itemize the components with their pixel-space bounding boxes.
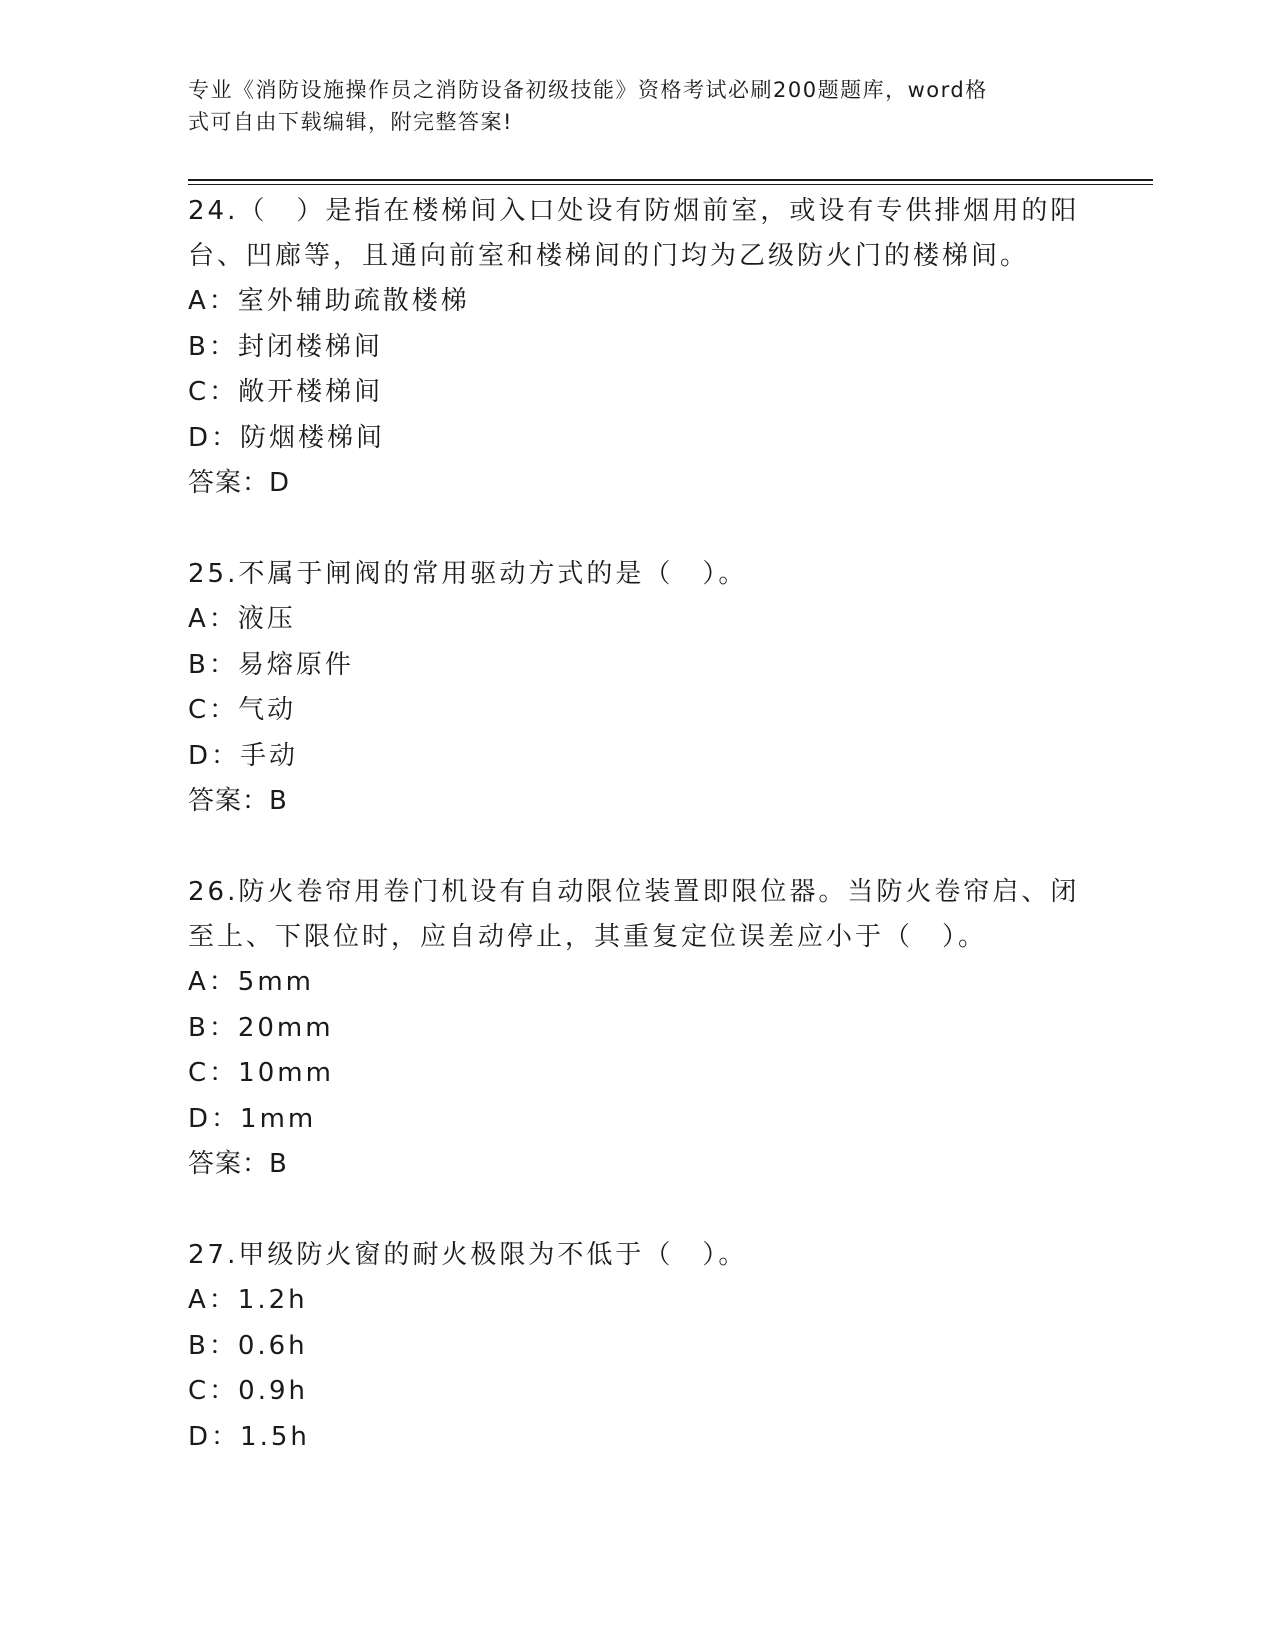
option-a: A：1.2h (188, 1285, 308, 1315)
option-b: B：易熔原件 (188, 649, 354, 680)
question-text-line-1: 27.甲级防火窗的耐火极限为不低于（ ）。 (188, 1240, 748, 1270)
answer: 答案：B (188, 1149, 288, 1179)
option-c: C：0.9h (188, 1376, 308, 1406)
option-a: A：5mm (188, 967, 314, 997)
header-divider-thin (188, 184, 1153, 185)
question-text-line-2: 至上、下限位时，应自动停止，其重复定位误差应小于（ ）。 (188, 922, 988, 952)
answer: 答案：B (188, 786, 288, 816)
option-b: B：20mm (188, 1012, 334, 1043)
question-27 (188, 1233, 1088, 1460)
question-list (188, 189, 1088, 1506)
option-d: D：1.5h (188, 1421, 310, 1452)
question-24 (188, 189, 1088, 506)
header-divider-thick (188, 179, 1153, 181)
question-text-line-1: 24.（ ）是指在楼梯间入口处设有防烟前室，或设有专供排烟用的阳 (188, 196, 1080, 226)
question-26 (188, 870, 1088, 1187)
header-line-2: 式可自由下载编辑，附完整答案! (188, 110, 513, 134)
option-d: D：手动 (188, 740, 299, 771)
option-c: C：敞开楼梯间 (188, 377, 384, 407)
option-d: D：1mm (188, 1103, 317, 1134)
option-b: B：封闭楼梯间 (188, 331, 383, 362)
question-25 (188, 552, 1088, 824)
question-text-line-1: 25.不属于闸阀的常用驱动方式的是（ ）。 (188, 559, 748, 589)
document-header (188, 74, 1068, 138)
option-a: A：液压 (188, 604, 296, 634)
header-line-1: 专业《消防设施操作员之消防设备初级技能》资格考试必刷200题题库，word格 (188, 78, 988, 102)
answer: 答案：D (188, 468, 291, 498)
option-d: D：防烟楼梯间 (188, 422, 386, 453)
question-text-line-2: 台、凹廊等，且通向前室和楼梯间的门均为乙级防火门的楼梯间。 (188, 241, 1030, 271)
option-c: C：气动 (188, 695, 297, 725)
option-a: A：室外辅助疏散楼梯 (188, 286, 470, 316)
option-b: B：0.6h (188, 1330, 308, 1361)
question-text-line-1: 26.防火卷帘用卷门机设有自动限位装置即限位器。当防火卷帘启、闭 (188, 877, 1080, 907)
option-c: C：10mm (188, 1058, 334, 1088)
